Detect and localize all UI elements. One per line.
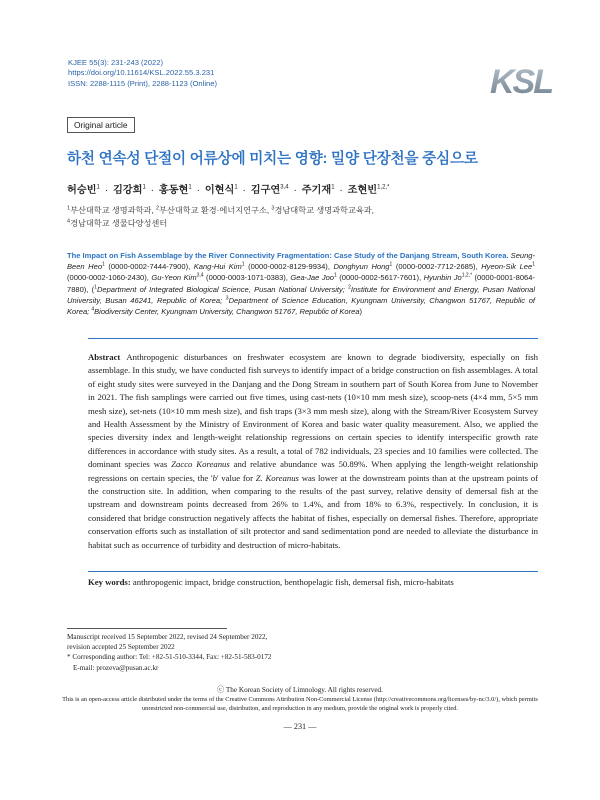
article-type-badge: Original article — [67, 117, 135, 133]
abstract-text-3: ' value for — [216, 472, 256, 483]
korean-affiliation-sup: 3 — [271, 205, 275, 212]
english-author-affil-sup: 1 — [532, 261, 535, 268]
korean-author-name: 주기재 — [301, 185, 332, 196]
author-separator: · — [147, 185, 157, 196]
korean-author-affil-sup: 1 — [96, 184, 100, 191]
korean-author — [205, 185, 238, 196]
korean-author-affil-sup: 3,4 — [280, 184, 289, 191]
english-affiliations: ($^1$Department of Integrated Biological Science, Pusan National University; $^2$Institute for Environment and Energy, Pusan National University, Busan 46241, Republic of Korea; $^3$Department of Science Education, Kyungnam University, Changwon 51767, Republic of Korea; $^4$Biodiversity Center, Kyungnam University, Changwon 51767, Republic of Korea) — [67, 284, 536, 317]
footnotes — [67, 632, 272, 673]
english-author-orcid: (0000-0002-1060-2430) — [67, 273, 147, 283]
english-affiliation-text: Biodiversity Center, Kyungnam University, Changwon 51767, Republic of Korea — [94, 307, 360, 317]
korean-author-affil-sup: 1 — [234, 184, 238, 191]
english-author-affil-sup: 1 — [241, 261, 245, 268]
korean-author — [348, 185, 390, 196]
english-affiliation-sup: 3 — [225, 295, 229, 302]
abstract-b-value: b — [212, 472, 217, 483]
korean-author-affil-sup: 1 — [188, 184, 192, 191]
korean-affiliation-text: 부산대학교 환경·에너지연구소, — [159, 206, 272, 215]
english-author-orcid: (0000-0001-8064-7880) — [67, 273, 535, 294]
abstract — [88, 351, 538, 552]
english-affiliation-text: Institute for Environment and Energy, Pusan National University, Busan 46241, Republic of Korea; — [67, 284, 536, 305]
keywords — [88, 576, 538, 588]
english-author-name: Donghyun Hong — [333, 262, 390, 272]
english-affiliation-sup: 1 — [94, 284, 97, 291]
korean-affiliation-line-2 — [67, 217, 537, 230]
korean-affiliation-sup: 1 — [67, 205, 71, 212]
english-affiliation-sup: 2 — [348, 284, 351, 291]
english-author-affil-sup: 3,4 — [196, 272, 204, 279]
korean-author-list — [67, 181, 390, 196]
author-separator: · — [336, 185, 346, 196]
english-author-orcid: (0000-0002-5617-7601) — [336, 273, 419, 283]
footnote-rule — [67, 628, 227, 629]
abstract-text-1: Anthropogenic disturbances on freshwater ecosystem are known to degrade biodiversity, especially on fish assemblage. In this study, we have conducted fish surveys to identify impact of a bridge construction on fish assemblages. A total of eight study sites were surveyed in the Danjang and the Dong Stream in southern part of South Korea from June to November in 2021. The fish samplings were carried out five times, using cast-nets (10×10 mm mesh size), scoop-nets (4×4 mm, 5×5 mm mesh size), set-nets (10×10 mm mesh size), and fish traps (3×3 mm mesh size), along with the Stream/River Ecosystem Survey and Health Assessment by the Ministry of Environment of Korea and basic water quality measurement. Also, we applied the species diversity index and length-weight relationship regressions on certain species to identify interspecific growth rate differences in accordance with study sites. As a result, a total of 782 individuals, 23 species and 10 families were collected. The dominant species was — [88, 352, 538, 470]
korean-affiliation-sup: 2 — [155, 205, 160, 212]
english-author-orcid: (0000-0002-8129-9934) — [244, 262, 328, 272]
author-separator: · — [290, 185, 300, 196]
english-author-name: Seung-Been Heo — [67, 251, 535, 272]
korean-affiliation-text: 경남대학교 생명과학교육과, — [274, 206, 374, 215]
author-separator: · — [239, 185, 249, 196]
korean-author-affil-sup: 1,2,* — [377, 184, 390, 191]
korean-author-name: 허승빈 — [67, 185, 97, 196]
english-author-affil-sup: 1,2,* — [461, 272, 473, 279]
footnote-email[interactable]: E-mail: prozeva@pusan.ac.kr — [73, 663, 159, 672]
journal-doi[interactable]: https://doi.org/10.11614/KSL.2022.55.3.231 — [68, 68, 215, 78]
korean-author-affil-sup: 1 — [142, 184, 146, 191]
footnote-corresponding: * Corresponding author: Tel: +82-51-510-3344, Fax: +82-51-583-0172 — [67, 653, 272, 662]
korean-affiliations — [67, 204, 537, 230]
author-separator: · — [101, 185, 111, 196]
logo-text: KSL — [490, 63, 552, 98]
english-title: The Impact on Fish Assemblage by the River Connectivity Fragmentation: Case Study of the Danjang Stream, South Korea. — [67, 251, 509, 260]
abstract-text-4: was lower at the downstream points than at the upstream points of the construction site. In addition, when comparing to the results of the past survey, relative density of demersal fish at the upstream and downstream points decreased from 26% to 1.4%, and from 18% to 6.3%, respectively. In conclusion, it is considered that bridge construction negatively affects the habitat of fishes, especially on demersal fishes. Therefore, appropriate conservation efforts such as installation of silt protector and sand sedimentation pond are needed to alleviate the disturbance in habitat such as occurrence of turbidity and destruction of micro-habitats. — [88, 472, 539, 550]
korean-affiliation-line-1 — [67, 204, 537, 217]
english-title-block — [67, 250, 535, 317]
abstract-species-2: Z. Koreanus — [255, 472, 299, 483]
korean-affiliation-text: 경남대학교 생물다양성센터 — [70, 219, 168, 228]
english-author-name: Hyunbin Jo — [423, 273, 462, 283]
korean-author-name: 홍동현 — [158, 185, 189, 196]
english-affiliation-sup: 4 — [91, 306, 95, 313]
english-author-orcid: (0000-0003-1071-0383) — [203, 273, 286, 283]
korean-affiliation-sup: 4 — [67, 218, 71, 225]
abstract-text-2: and relative abundance was 50.89%. When applying the length-weight relationship regressions on certain species, the ' — [88, 459, 538, 483]
korean-author-affil-sup: 1 — [331, 184, 335, 191]
korean-author — [113, 185, 146, 196]
english-author-affil-sup: 1 — [102, 261, 105, 268]
footnote-received: Manuscript received 15 September 2022, revised 24 September 2022, — [67, 633, 268, 641]
journal-citation: KJEE 55(3): 231-243 (2022) — [68, 58, 163, 67]
footnote-accepted: revision accepted 25 September 2022 — [67, 643, 175, 652]
english-author-orcid: (0000-0002-7712-2685) — [392, 262, 476, 272]
korean-affiliation-text: 부산대학교 생명과학과, — [70, 206, 156, 215]
english-affiliation-text: Department of Science Education, Kyungnam University, Changwon 51767, Republic of Korea; — [67, 295, 535, 317]
english-author-list: Seung-Been Heo$^1$ (0000-0002-7444-7900), Kang-Hui Kim$^1$ (0000-0002-8129-9934), Donghyun Hong$^1$ (0000-0002-7712-2685), Hyeon-Sik Lee$^1$ (0000-0002-1060-2430), Gu-Yeon Kim$^{3,4}$ (0000-0003-1071-0383), Gea-Jae Joo$^1$ (0000-0002-5617-7601), Hyunbin $Jo^{1,2,*}$ (0000-0001-8064-7880), — [67, 251, 535, 294]
korean-author — [159, 185, 192, 196]
korean-author-name: 김구연 — [250, 185, 281, 196]
english-author-name: Hyeon-Sik Lee — [481, 262, 533, 272]
license-notice: This is an open-access article distributed under the terms of the Creative Commons Attribution Non-Commercial License (http://creativecommons.org/licenses/by-nc/3.0/), which permits unrestricted non-commercial use, distribution, and reproduction in any medium, provide the original work is properly cited. — [62, 696, 538, 713]
english-author-affil-sup: 1 — [333, 272, 337, 279]
author-separator: · — [193, 185, 203, 196]
english-author-affil-sup: 1 — [389, 261, 393, 268]
korean-author — [67, 185, 100, 196]
korean-author — [302, 185, 335, 196]
english-author-name: Gu-Yeon Kim — [151, 273, 197, 283]
korean-author-name: 이현식 — [204, 185, 235, 196]
korean-title: 하천 연속성 단절이 어류상에 미치는 영향: 밀양 단장천을 중심으로 — [67, 151, 478, 167]
korean-author-name: 김강희 — [112, 185, 143, 196]
abstract-label: Abstract — [88, 352, 121, 362]
journal-meta — [68, 58, 217, 89]
abstract-species-1: Zacco Koreanus — [171, 459, 230, 470]
korean-author-name: 조현빈 — [347, 185, 378, 196]
english-affiliation-text: Department of Integrated Biological Science, Pusan National University; — [96, 284, 349, 294]
keywords-text: anthropogenic impact, bridge construction, benthopelagic fish, demersal fish, micro-habitats — [130, 577, 454, 587]
english-author-orcid: (0000-0002-7444-7900) — [104, 262, 189, 272]
keywords-label: Key words: — [88, 577, 131, 587]
english-author-name: Gea-Jae Joo — [290, 273, 334, 283]
abstract-bottom-rule — [88, 571, 538, 572]
english-author-name: Kang-Hui Kim — [193, 262, 242, 272]
copyright-notice: ⓒ The Korean Society of Limnology. All rights reserved. — [217, 686, 383, 694]
abstract-top-rule — [88, 338, 538, 339]
ksl-logo — [488, 62, 554, 98]
page-number: — 231 — — [283, 722, 317, 731]
korean-author — [251, 185, 289, 196]
journal-issn: ISSN: 2288-1115 (Print), 2288-1123 (Online) — [68, 78, 218, 88]
